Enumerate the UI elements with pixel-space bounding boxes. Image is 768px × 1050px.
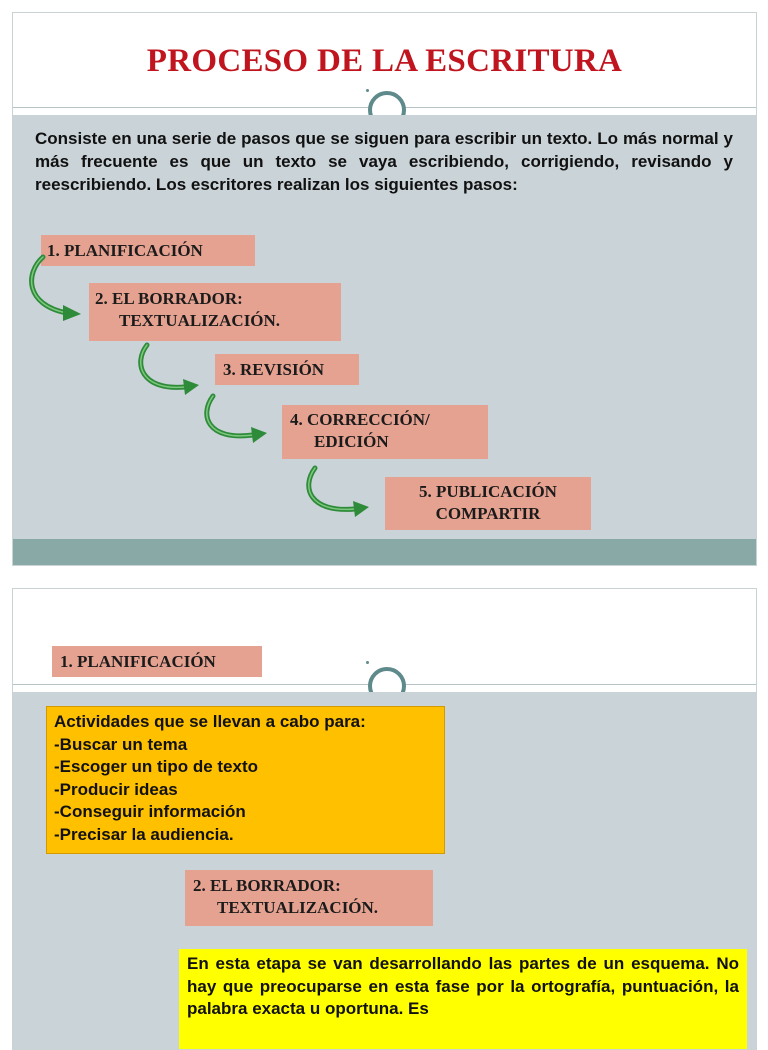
activities-intro: Actividades que se llevan a cabo para: xyxy=(54,712,366,731)
curved-arrow-icon xyxy=(23,253,85,323)
activities-box xyxy=(46,706,445,854)
planificacion-heading-label: 1. PLANIFICACIÓN xyxy=(60,652,216,671)
step-5-publicacion xyxy=(385,477,591,530)
borrador-heading-label: 2. EL BORRADOR: xyxy=(193,876,341,895)
activity-item: -Conseguir información xyxy=(54,802,246,821)
draft-description-text: En esta etapa se van desarrollando las partes de un esquema. No hay que preocuparse en esta fase por la ortografía, puntuación, la palabra exacta u oportuna. Es xyxy=(187,954,739,1018)
step-4-label: 4. CORRECCIÓN/ xyxy=(290,410,430,429)
step-2-label: 2. EL BORRADOR: xyxy=(95,289,243,308)
step-2-sublabel: TEXTUALIZACIÓN. xyxy=(119,311,281,330)
curved-arrow-icon xyxy=(199,393,271,449)
slide-1 xyxy=(12,12,757,566)
activity-item: -Precisar la audiencia. xyxy=(54,824,234,844)
borrador-heading-sublabel: TEXTUALIZACIÓN. xyxy=(217,898,379,917)
step-1-label: 1. PLANIFICACIÓN xyxy=(47,241,203,260)
planificacion-heading xyxy=(52,646,262,677)
borrador-heading xyxy=(185,870,433,926)
step-3-revision xyxy=(215,354,359,385)
step-2-borrador xyxy=(89,283,341,341)
step-4-correccion xyxy=(282,405,488,459)
step-5-label: 5. PUBLICACIÓN xyxy=(419,482,557,501)
activity-item: -Buscar un tema xyxy=(54,734,188,754)
curved-arrow-icon xyxy=(301,465,373,521)
step-3-label: 3. REVISIÓN xyxy=(223,360,325,379)
curved-arrow-icon xyxy=(133,341,203,401)
ornament-dot xyxy=(366,89,369,92)
step-4-sublabel: EDICIÓN xyxy=(314,432,389,451)
activity-item: -Producir ideas xyxy=(54,779,178,799)
slide-2 xyxy=(12,588,757,1050)
activity-item: -Escoger un tipo de texto xyxy=(54,757,259,776)
slide-footer-bar xyxy=(13,539,756,565)
intro-paragraph: Consiste en una serie de pasos que se siguen para escribir un texto. Lo más normal y más frecuente es que un texto se vaya escribiendo, corrigiendo, revisando y reescribiendo. Los escritores realizan los siguientes pasos: xyxy=(35,129,733,194)
ornament-dot xyxy=(366,661,369,664)
draft-description-box xyxy=(179,949,747,1050)
step-5-sublabel: COMPARTIR xyxy=(435,504,541,523)
slide-title: PROCESO DE LA ESCRITURA xyxy=(146,43,623,79)
